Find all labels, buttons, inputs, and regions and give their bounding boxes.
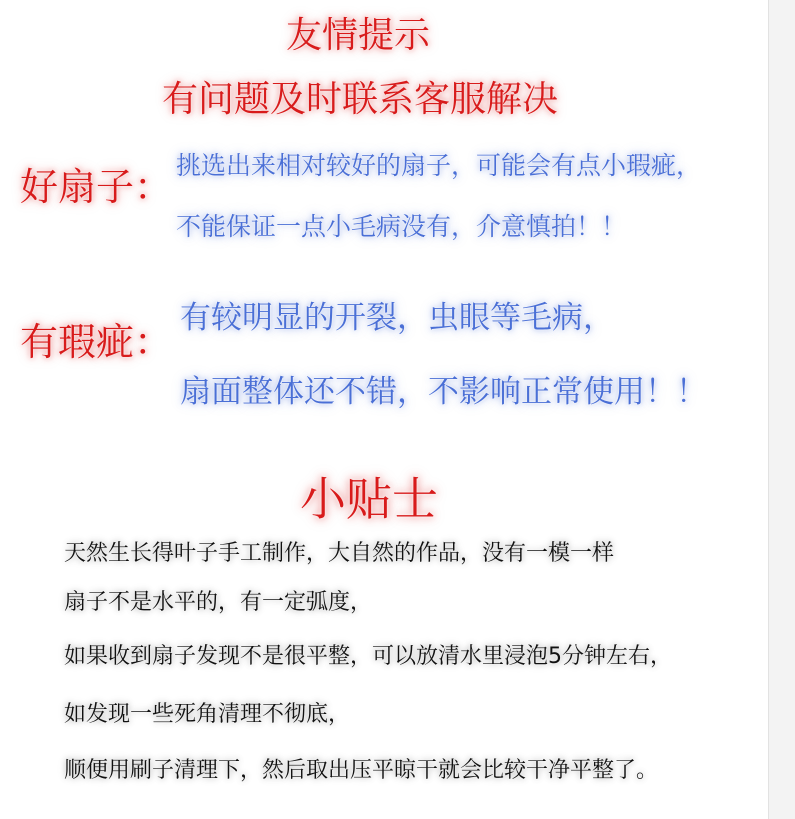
tips-line: 天然生长得叶子手工制作，大自然的作品，没有一模一样	[64, 541, 615, 566]
flawed-fan-line-2: 扇面整体还不错，不影响正常使用！！	[180, 374, 707, 410]
tips-title: 小贴士	[300, 472, 438, 526]
good-fan-line-2: 不能保证一点小毛病没有，介意慎拍！！	[176, 212, 627, 241]
notice-title: 友情提示	[286, 15, 431, 56]
notice-subtitle: 有问题及时联系客服解决	[162, 79, 559, 120]
flawed-fan-line-1: 有较明显的开裂，虫眼等毛病，	[180, 300, 614, 336]
good-fan-line-1: 挑选出来相对较好的扇子，可能会有点小瑕疵，	[176, 151, 702, 180]
tips-line: 扇子不是水平的，有一定弧度，	[64, 590, 373, 615]
tips-line: 如果收到扇子发现不是很平整，可以放清水里浸泡5分钟左右，	[64, 644, 672, 669]
good-fan-label: 好扇子：	[20, 165, 173, 209]
flawed-fan-label: 有瑕疵：	[20, 320, 173, 364]
tips-line: 如发现一些死角清理不彻底，	[64, 702, 351, 727]
tips-line: 顺便用刷子清理下，然后取出压平晾干就会比较干净平整了。	[64, 758, 659, 783]
right-edge-strip	[768, 0, 795, 819]
